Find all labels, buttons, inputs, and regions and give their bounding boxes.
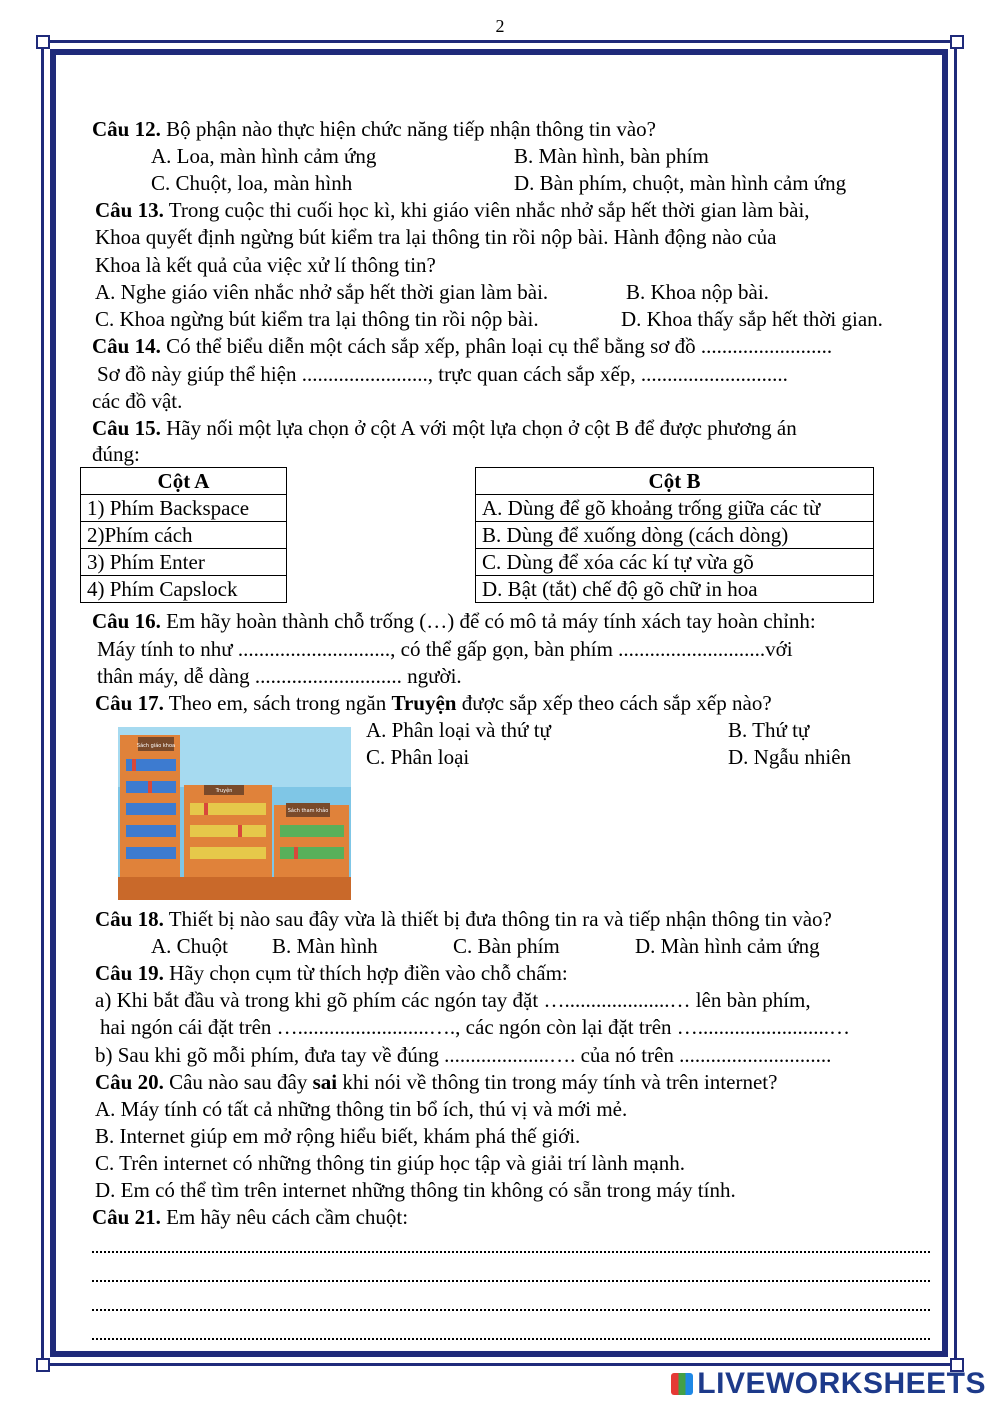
logo-text: LIVEWORKSHEETS xyxy=(697,1367,986,1400)
question-text: các đồ vật. xyxy=(92,389,183,413)
option-d[interactable]: D. Em có thể tìm trên internet những thông tin không có sẵn trong máy tính. xyxy=(95,1178,736,1202)
shelf-label: Truyện xyxy=(215,788,233,794)
option-a[interactable]: A. Nghe giáo viên nhắc nhở sắp hết thời gian làm bài. xyxy=(95,280,549,304)
question-label: Câu 18. xyxy=(95,907,164,931)
question-12 xyxy=(92,116,656,142)
option-c[interactable]: C. Chuột, loa, màn hình xyxy=(151,171,353,195)
question-19 xyxy=(95,960,568,986)
bookshelf-image xyxy=(118,727,351,900)
option-b[interactable]: B. Khoa nộp bài. xyxy=(626,280,769,304)
question-text: Em hãy nêu cách cầm chuột: xyxy=(160,1205,409,1229)
question-17 xyxy=(95,690,772,716)
option-a[interactable]: A. Máy tính có tất cả những thông tin bổ ích, thú vị và mới mẻ. xyxy=(95,1097,628,1121)
liveworksheets-logo xyxy=(671,1367,986,1401)
matching-gap[interactable] xyxy=(287,522,476,549)
fill-in-line[interactable]: hai ngón cái đặt trên ….........................…., các ngón còn lại đặt trên ….........................… xyxy=(100,1015,851,1039)
table-row xyxy=(81,549,874,576)
option-a[interactable]: A. Loa, màn hình cảm ứng xyxy=(151,144,377,168)
question-text: được sắp xếp theo cách sắp xếp nào? xyxy=(456,691,772,715)
table-row xyxy=(81,468,874,495)
question-label: Câu 21. xyxy=(92,1205,161,1229)
option-b[interactable]: B. Màn hình, bàn phím xyxy=(514,144,709,168)
shelf-label: Sách giáo khoa xyxy=(136,743,176,749)
option-a[interactable]: A. Phân loại và thứ tự xyxy=(366,718,551,742)
question-13 xyxy=(95,197,810,223)
corner-ornament xyxy=(950,35,964,49)
question-label: Câu 17. xyxy=(95,691,164,715)
answer-line[interactable] xyxy=(92,1338,930,1340)
option-d[interactable]: D. Màn hình cảm ứng xyxy=(635,934,820,958)
question-text[interactable]: Máy tính to như ............................., có thể gấp gọn, bàn phím ............................với xyxy=(97,637,793,661)
corner-ornament xyxy=(36,35,50,49)
answer-line[interactable] xyxy=(92,1309,930,1311)
option-c[interactable]: C. Khoa ngừng bút kiểm tra lại thông tin rồi nộp bài. xyxy=(95,307,539,331)
question-text: Theo em, sách trong ngăn xyxy=(163,691,392,715)
question-text: Hãy chọn cụm từ thích hợp điền vào chỗ chấm: xyxy=(163,961,568,985)
question-text[interactable]: Sơ đồ này giúp thể hiện ........................, trực quan cách sắp xếp, ............................ xyxy=(97,362,788,386)
question-label: Câu 16. xyxy=(92,609,161,633)
answer-line[interactable] xyxy=(92,1280,930,1282)
matching-table xyxy=(80,467,874,603)
matching-gap[interactable] xyxy=(287,468,476,495)
fill-in-line[interactable]: b) Sau khi gõ mỗi phím, đưa tay về đúng ....................…. của nó trên ............................. xyxy=(95,1043,832,1067)
question-text-bold: sai xyxy=(312,1070,338,1094)
question-text: Khoa là kết quả của việc xử lí thông tin? xyxy=(95,253,436,277)
option-d[interactable]: D. Khoa thấy sắp hết thời gian. xyxy=(621,307,883,331)
question-text: Thiết bị nào sau đây vừa là thiết bị đưa thông tin ra và tiếp nhận thông tin vào? xyxy=(163,907,832,931)
question-label: Câu 14. xyxy=(92,334,161,358)
column-b-item[interactable]: B. Dùng để xuống dòng (cách dòng) xyxy=(476,522,874,549)
matching-gap[interactable] xyxy=(287,495,476,522)
question-label: Câu 15. xyxy=(92,416,161,440)
column-b-item[interactable]: C. Dùng để xóa các kí tự vừa gõ xyxy=(476,549,874,576)
question-15 xyxy=(92,415,797,441)
question-text: đúng: xyxy=(92,442,140,466)
question-label: Câu 13. xyxy=(95,198,164,222)
column-b-header: Cột B xyxy=(476,468,874,495)
question-text: Hãy nối một lựa chọn ở cột A với một lựa chọn ở cột B để được phương án xyxy=(160,416,797,440)
column-a-header: Cột A xyxy=(81,468,287,495)
column-a-item[interactable]: 3) Phím Enter xyxy=(81,549,287,576)
table-row xyxy=(81,522,874,549)
table-row xyxy=(81,576,874,603)
question-18 xyxy=(95,906,832,932)
question-text: Câu nào sau đây xyxy=(163,1070,313,1094)
question-text: Khoa quyết định ngừng bút kiểm tra lại thông tin rồi nộp bài. Hành động nào của xyxy=(95,225,777,249)
page-number: 2 xyxy=(495,16,505,36)
answer-line[interactable] xyxy=(92,1251,930,1253)
column-b-item[interactable]: A. Dùng để gõ khoảng trống giữa các từ xyxy=(476,495,874,522)
table-row xyxy=(81,495,874,522)
question-text[interactable]: thân máy, dễ dàng ............................ người. xyxy=(97,664,462,688)
option-b[interactable]: B. Thứ tự xyxy=(728,718,810,742)
option-c[interactable]: C. Trên internet có những thông tin giúp học tập và giải trí lành mạnh. xyxy=(95,1151,685,1175)
option-d[interactable]: D. Bàn phím, chuột, màn hình cảm ứng xyxy=(514,171,847,195)
question-text: khi nói về thông tin trong máy tính và trên internet? xyxy=(337,1070,778,1094)
matching-gap[interactable] xyxy=(287,549,476,576)
question-21 xyxy=(92,1204,408,1230)
option-b[interactable]: B. Internet giúp em mở rộng hiểu biết, khám phá thế giới. xyxy=(95,1124,581,1148)
question-label: Câu 12. xyxy=(92,117,161,141)
question-16 xyxy=(92,608,816,634)
corner-ornament xyxy=(36,1358,50,1372)
option-c[interactable]: C. Bàn phím xyxy=(453,934,560,958)
question-20 xyxy=(95,1069,777,1095)
logo-icon xyxy=(671,1373,693,1395)
shelf-label: Sách tham khảo xyxy=(287,808,329,814)
question-text: Em hãy hoàn thành chỗ trống (…) để có mô tả máy tính xách tay hoàn chỉnh: xyxy=(160,609,816,633)
fill-in-line[interactable]: a) Khi bắt đầu và trong khi gõ phím các ngón tay đặt …....................… lên bàn phím, xyxy=(95,988,811,1012)
question-text[interactable]: Có thể biểu diễn một cách sắp xếp, phân loại cụ thể bằng sơ đồ ......................... xyxy=(160,334,833,358)
question-label: Câu 19. xyxy=(95,961,164,985)
question-text-bold: Truyện xyxy=(391,691,457,715)
option-b[interactable]: B. Màn hình xyxy=(272,934,378,958)
question-label: Câu 20. xyxy=(95,1070,164,1094)
question-text: Bộ phận nào thực hiện chức năng tiếp nhận thông tin vào? xyxy=(160,117,656,141)
option-d[interactable]: D. Ngẫu nhiên xyxy=(728,745,852,769)
matching-gap[interactable] xyxy=(287,576,476,603)
question-text: Trong cuộc thi cuối học kì, khi giáo viên nhắc nhở sắp hết thời gian làm bài, xyxy=(163,198,810,222)
column-a-item[interactable]: 4) Phím Capslock xyxy=(81,576,287,603)
column-a-item[interactable]: 2)Phím cách xyxy=(81,522,287,549)
option-a[interactable]: A. Chuột xyxy=(151,934,229,958)
column-a-item[interactable]: 1) Phím Backspace xyxy=(81,495,287,522)
column-b-item[interactable]: D. Bật (tắt) chế độ gõ chữ in hoa xyxy=(476,576,874,603)
option-c[interactable]: C. Phân loại xyxy=(366,745,470,769)
question-14 xyxy=(92,333,832,359)
